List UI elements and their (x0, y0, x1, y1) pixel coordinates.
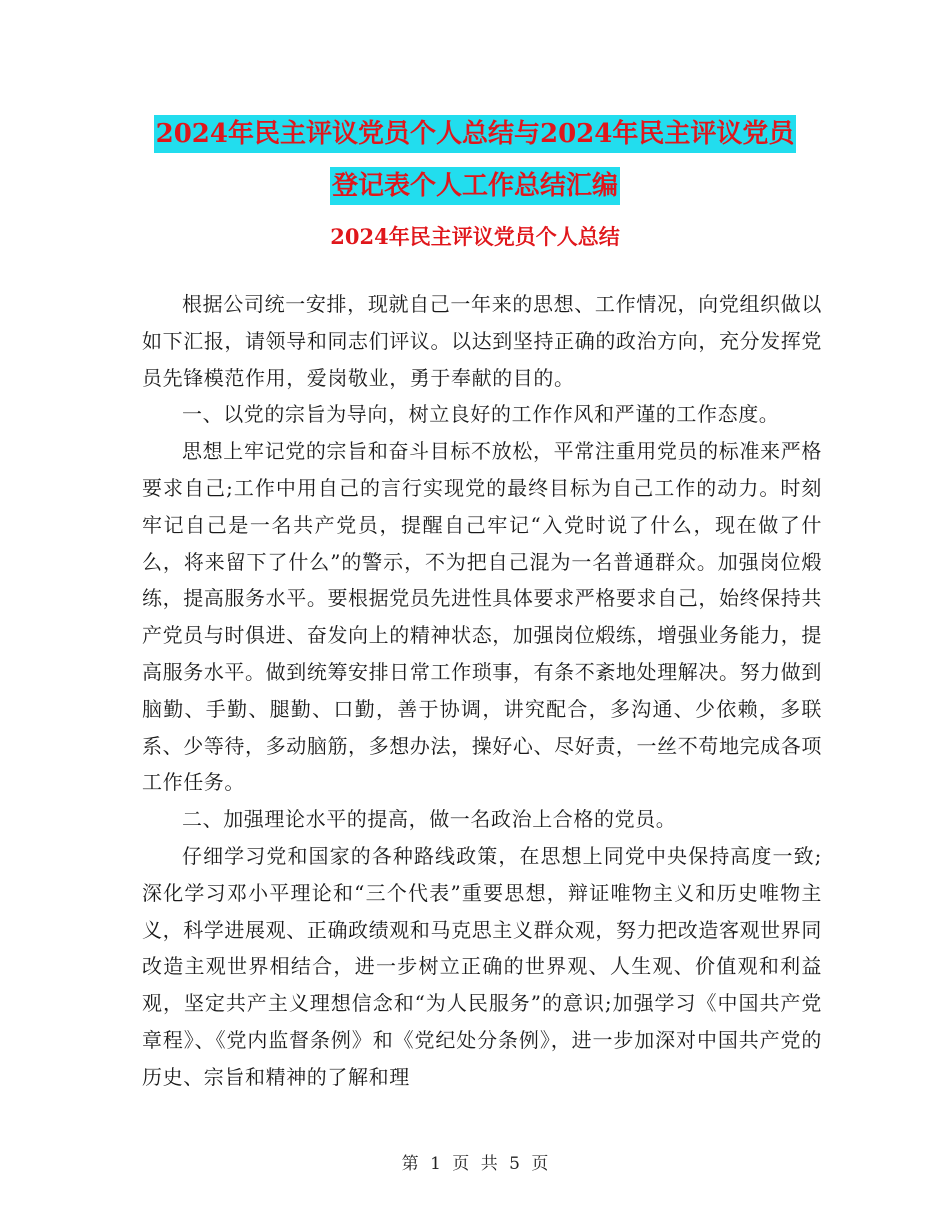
paragraph-body-1: 思想上牢记党的宗旨和奋斗目标不放松，平常注重用党员的标准来严格要求自己;工作中用自己的言行实现党的最终目标为自己工作的动力。时刻牢记自己是一名共产党员，提醒自己牢记“入党时说了什么，现在做了什么，将来留下了什么”的警示，不为把自己混为一名普通群众。加强岗位煅练，提高服务水平。要根据党员先进性具体要求严格要求自己，始终保持共产党员与时俱进、奋发向上的精神状态，加强岗位煅练，增强业务能力，提高服务水平。做到统筹安排日常工作琐事，有条不紊地处理解决。努力做到脑勤、手勤、腿勤、口勤，善于协调，讲究配合，多沟通、少依赖，多联系、少等待，多动脑筋，多想办法，操好心、尽好责，一丝不苟地完成各项工作任务。 (142, 439, 822, 795)
title-line-1: 2024年民主评议党员个人总结与2024年民主评议党员 (154, 115, 797, 153)
page-footer: 第 1 页 共 5 页 (401, 1154, 549, 1174)
paragraph-body-2: 仔细学习党和国家的各种路线政策，在思想上同党中央保持高度一致;深化学习邓小平理论和“三个代表”重要思想，辩证唯物主义和历史唯物主义，科学进展观、正确政绩观和马克思主义群众观，努力把改造客观世界同改造主观世界相结合，进一步树立正确的世界观、人生观、价值观和利益观，坚定共产主义理想信念和“为人民服务”的意识;加强学习《中国共产党章程》、《党内监督条例》和《党纪处分条例》，进一步加深对中国共产党的历史、宗旨和精神的了解和理 (142, 843, 822, 1089)
paragraph-heading-1: 一、以党的宗旨为导向，树立良好的工作作风和严谨的工作态度。 (182, 402, 780, 427)
document-body (142, 286, 822, 1096)
title-line-2: 登记表个人工作总结汇编 (330, 167, 620, 205)
document-title (120, 108, 830, 212)
paragraph-intro: 根据公司统一安排，现就自己一年来的思想、工作情况，向党组织做以如下汇报，请领导和同志们评议。以达到坚持正确的政治方向，充分发挥党员先锋模范作用，爱岗敬业，勇于奉献的目的。 (142, 292, 822, 390)
section-title: 2024年民主评议党员个人总结 (330, 224, 620, 249)
paragraph-heading-2: 二、加强理论水平的提高，做一名政治上合格的党员。 (182, 807, 677, 832)
